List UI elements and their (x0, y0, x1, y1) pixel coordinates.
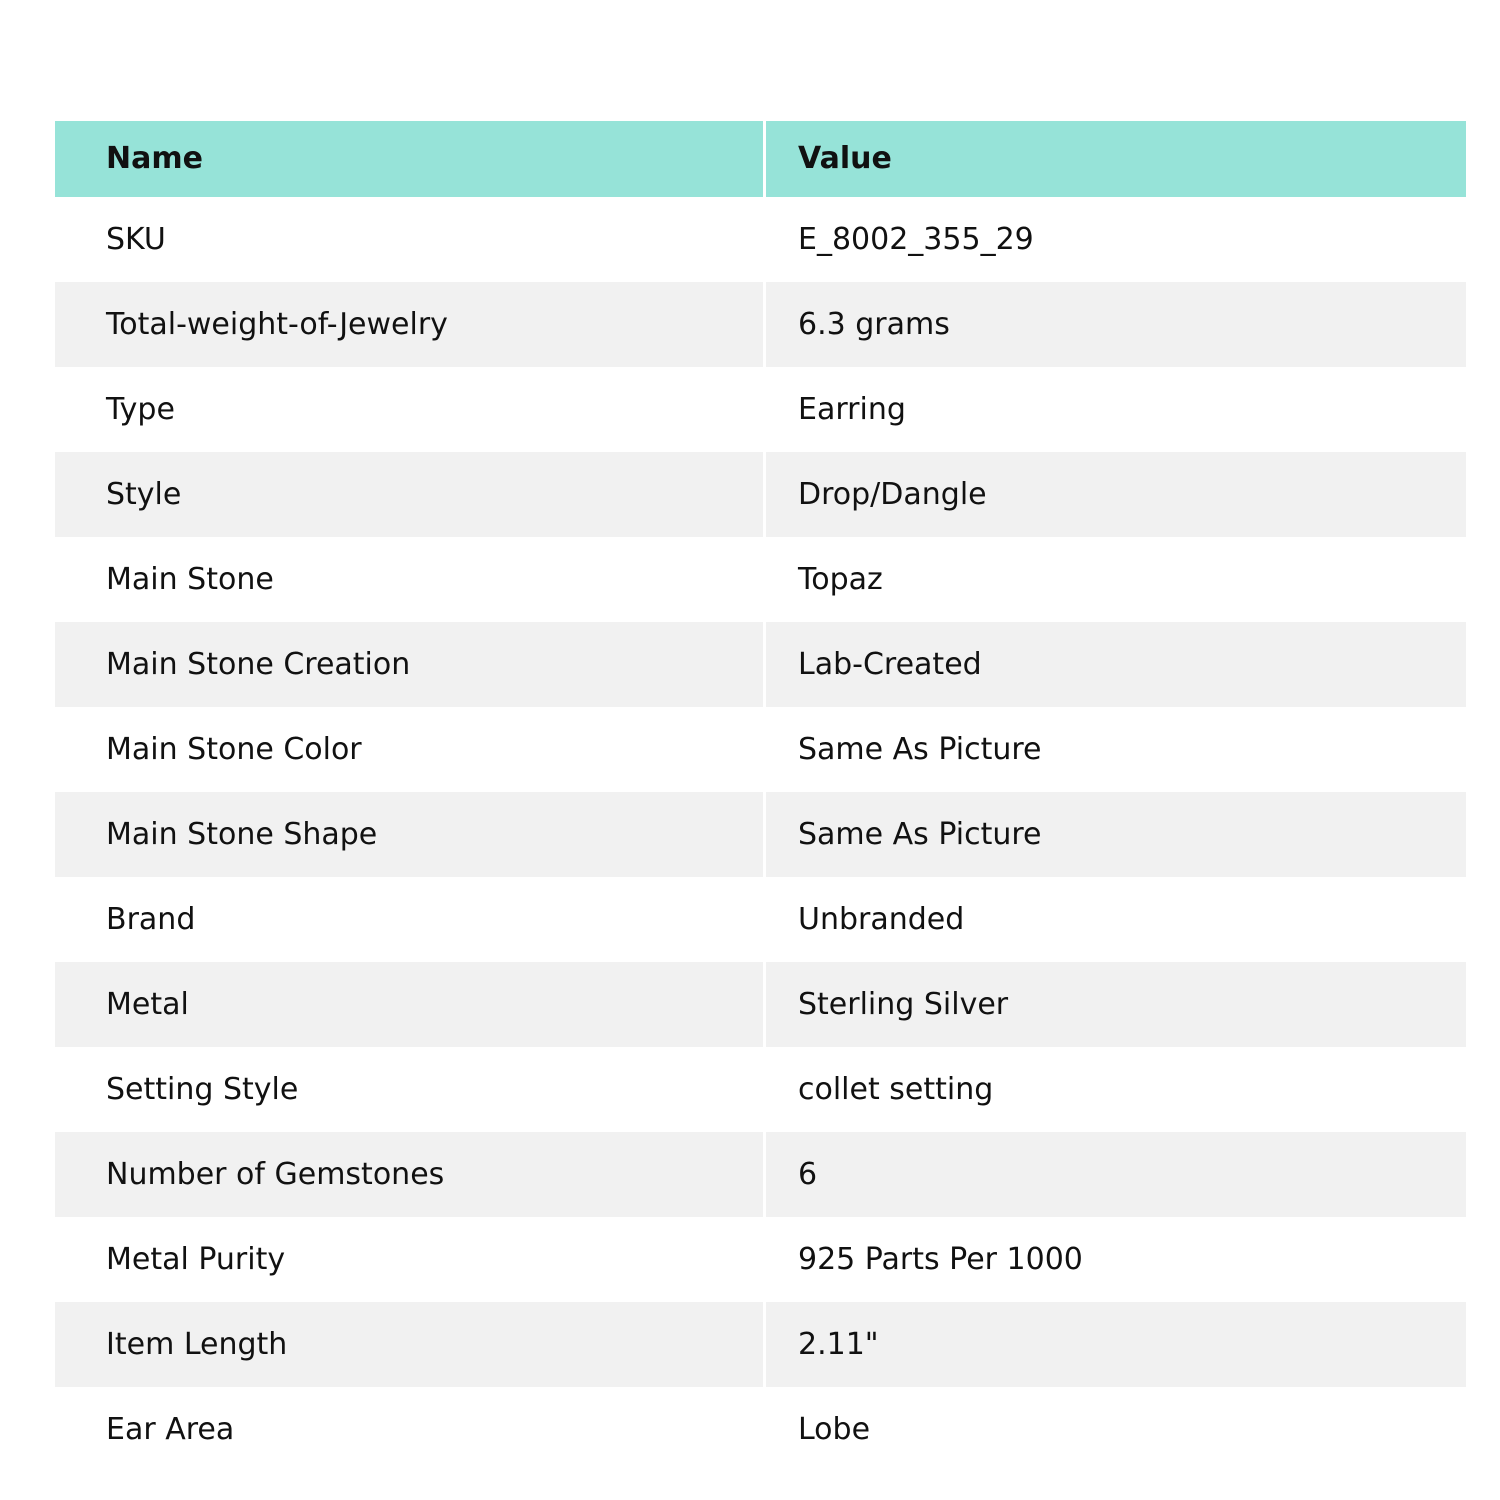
spec-value-cell: E_8002_355_29 (798, 221, 1034, 257)
table-row (55, 1302, 1466, 1387)
product-specs-table (55, 121, 1466, 1472)
table-header (55, 121, 1466, 197)
spec-value-cell: Unbranded (798, 901, 965, 937)
spec-value-cell: Same As Picture (766, 792, 1466, 877)
spec-value-cell: Same As Picture (798, 731, 1042, 767)
spec-value-cell: Topaz (798, 561, 883, 597)
table-row (55, 197, 1466, 282)
spec-name-cell: Item Length (55, 1302, 766, 1387)
table-row (55, 452, 1466, 537)
spec-name-cell: Type (55, 367, 766, 452)
spec-value-cell: 925 Parts Per 1000 (798, 1241, 1083, 1277)
spec-name-cell: Metal Purity (55, 1217, 766, 1302)
table-row (55, 1387, 1466, 1472)
spec-name-cell: Main Stone (55, 537, 766, 622)
spec-name-cell: Brand (55, 877, 766, 962)
spec-name-cell: SKU (55, 197, 766, 282)
table-row (55, 1132, 1466, 1217)
spec-name-cell: Number of Gemstones (55, 1132, 766, 1217)
spec-name-cell: Main Stone Shape (55, 792, 766, 877)
table-row (55, 367, 1466, 452)
table-row (55, 877, 1466, 962)
spec-value-cell: 6.3 grams (766, 282, 1466, 367)
header-row (55, 121, 1466, 197)
spec-name-cell: Setting Style (55, 1047, 766, 1132)
spec-name-cell: Style (55, 452, 766, 537)
spec-name-cell: Main Stone Creation (55, 622, 766, 707)
table-row (55, 537, 1466, 622)
spec-name-cell: Ear Area (55, 1387, 766, 1472)
spec-value-cell: Drop/Dangle (766, 452, 1466, 537)
spec-value-cell: collet setting (798, 1071, 994, 1107)
spec-value-cell: Earring (798, 391, 906, 427)
table-row (55, 962, 1466, 1047)
column-header-value: Value (766, 121, 1466, 197)
table-row (55, 282, 1466, 367)
spec-value-cell: Lobe (798, 1411, 871, 1447)
table-row (55, 792, 1466, 877)
table-row (55, 622, 1466, 707)
table-body (55, 197, 1466, 1472)
spec-value-cell: Sterling Silver (766, 962, 1466, 1047)
spec-name-cell: Main Stone Color (55, 707, 766, 792)
spec-value-cell: Lab-Created (766, 622, 1466, 707)
table-row (55, 1217, 1466, 1302)
spec-value-cell: 2.11" (766, 1302, 1466, 1387)
spec-value-cell: 6 (766, 1132, 1466, 1217)
spec-name-cell: Total-weight-of-Jewelry (55, 282, 766, 367)
table-row (55, 1047, 1466, 1132)
table-row (55, 707, 1466, 792)
column-header-name: Name (55, 121, 766, 197)
spec-name-cell: Metal (55, 962, 766, 1047)
